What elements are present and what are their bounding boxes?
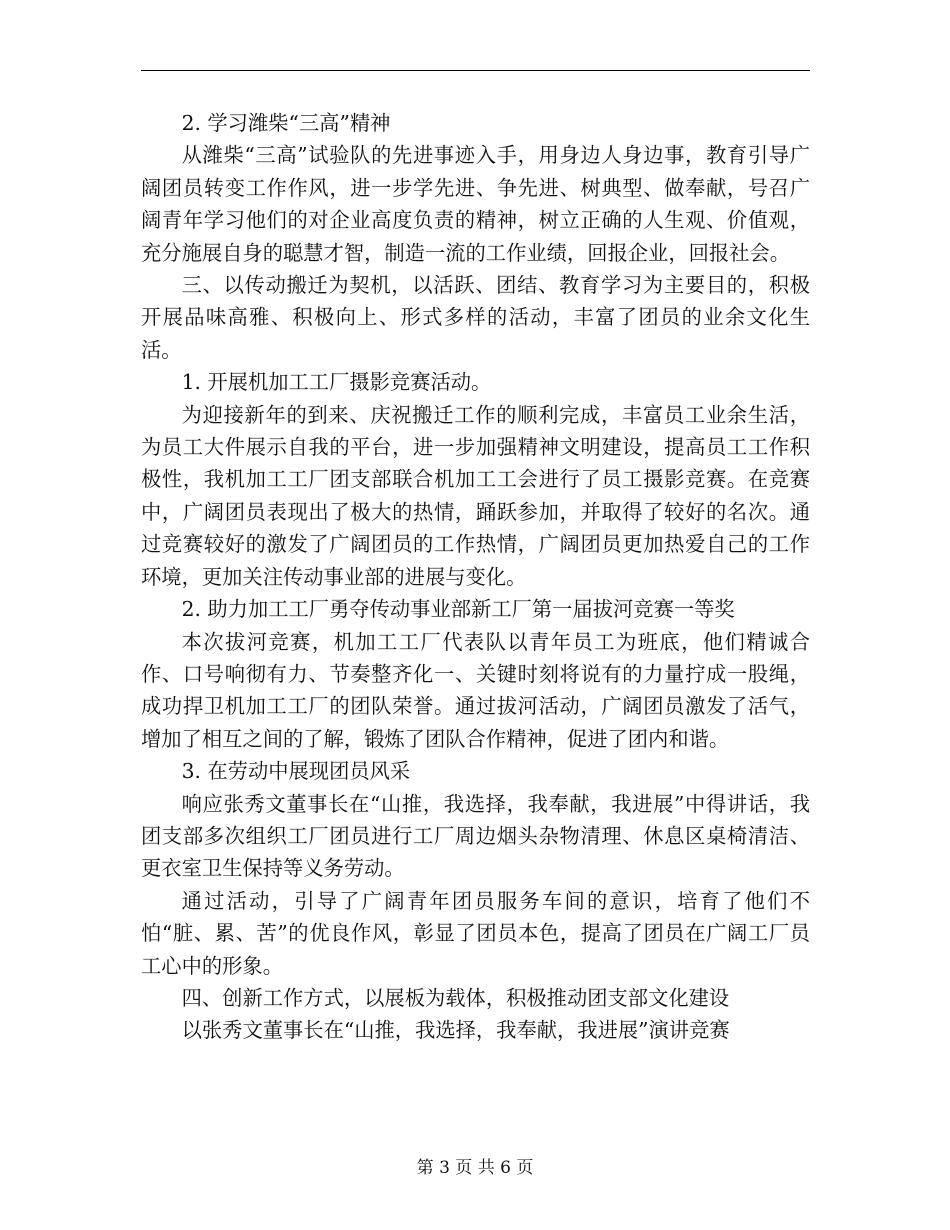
paragraph-labor: 响应张秀文董事长在“山推，我选择，我奉献，我进展”中得讲话，我团支部多次组织工厂团员进行工厂周边烟头杂物清理、休息区桌椅清洁、更衣室卫生保持等义务劳动。 xyxy=(141,791,810,881)
heading-learn-spirit: 2. 学习潍柴“三高”精神 xyxy=(181,111,391,135)
section-heading-three: 三、以传动搬迁为契机，以活跃、团结、教育学习为主要目的，积极开展品味高雅、积极向上、形式多样的活动，丰富了团员的业余文化生活。 xyxy=(141,273,810,362)
header-rule xyxy=(141,70,810,71)
page-body xyxy=(141,107,810,1047)
page-number-footer: 第 3 页 共 6 页 xyxy=(416,1158,534,1178)
paragraph-exhibition: 以张秀文董事长在“山推，我选择，我奉献，我进展”演讲竞赛 xyxy=(181,1018,730,1043)
paragraph-tug-of-war: 本次拔河竞赛，机加工工厂代表队以青年员工为班底，他们精诚合作、口号响彻有力、节奏整齐化一、关键时刻将说有的力量拧成一股绳，成功捍卫机加工工厂的团队荣誉。通过拔河活动，广阔团员激发了活气，增加了相互之间的了解，锻炼了团队合作精神，促进了团内和谐。 xyxy=(141,629,810,751)
paragraph-labor-result: 通过活动，引导了广阔青年团员服务车间的意识，培育了他们不怕“脏、累、苦”的优良作风，彰显了团员本色，提高了团员在广阔工厂员工心中的形象。 xyxy=(141,888,810,978)
paragraph-photo-contest: 为迎接新年的到来、庆祝搬迁工作的顺利完成，丰富员工业余生活，为员工大件展示自我的平台，进一步加强精神文明建设，提高员工工作积极性，我机加工工厂团支部联合机加工工会进行了员工摄影竞赛。在竞赛中，广阔团员表现出了极大的热情，踊跃参加，并取得了较好的名次。通过竞赛较好的激发了广阔团员的工作热情，广阔团员更加热爱自己的工作环境，更加关注传动事业部的进展与变化。 xyxy=(141,402,810,589)
section-heading-four: 四、创新工作方式，以展板为载体，积极推动团支部文化建设 xyxy=(181,985,730,1010)
heading-photo-contest: 1. 开展机加工工厂摄影竞赛活动。 xyxy=(181,370,492,395)
heading-tug-of-war: 2. 助力加工工厂勇夺传动事业部新工厂第一届拔河竞赛一等奖 xyxy=(181,597,735,622)
paragraph-learn-spirit: 从潍柴“三高”试验队的先进事迹入手，用身边人身边事，教育引导广阔团员转变工作作风，进一步学先进、争先进、树典型、做奉献，号召广阔青年学习他们的对企业高度负责的精神，树立正确的人生观、价值观，充分施展自身的聪慧才智，制造一流的工作业绩，回报企业，回报社会。 xyxy=(141,143,810,265)
heading-labor: 3. 在劳动中展现团员风采 xyxy=(181,759,411,784)
